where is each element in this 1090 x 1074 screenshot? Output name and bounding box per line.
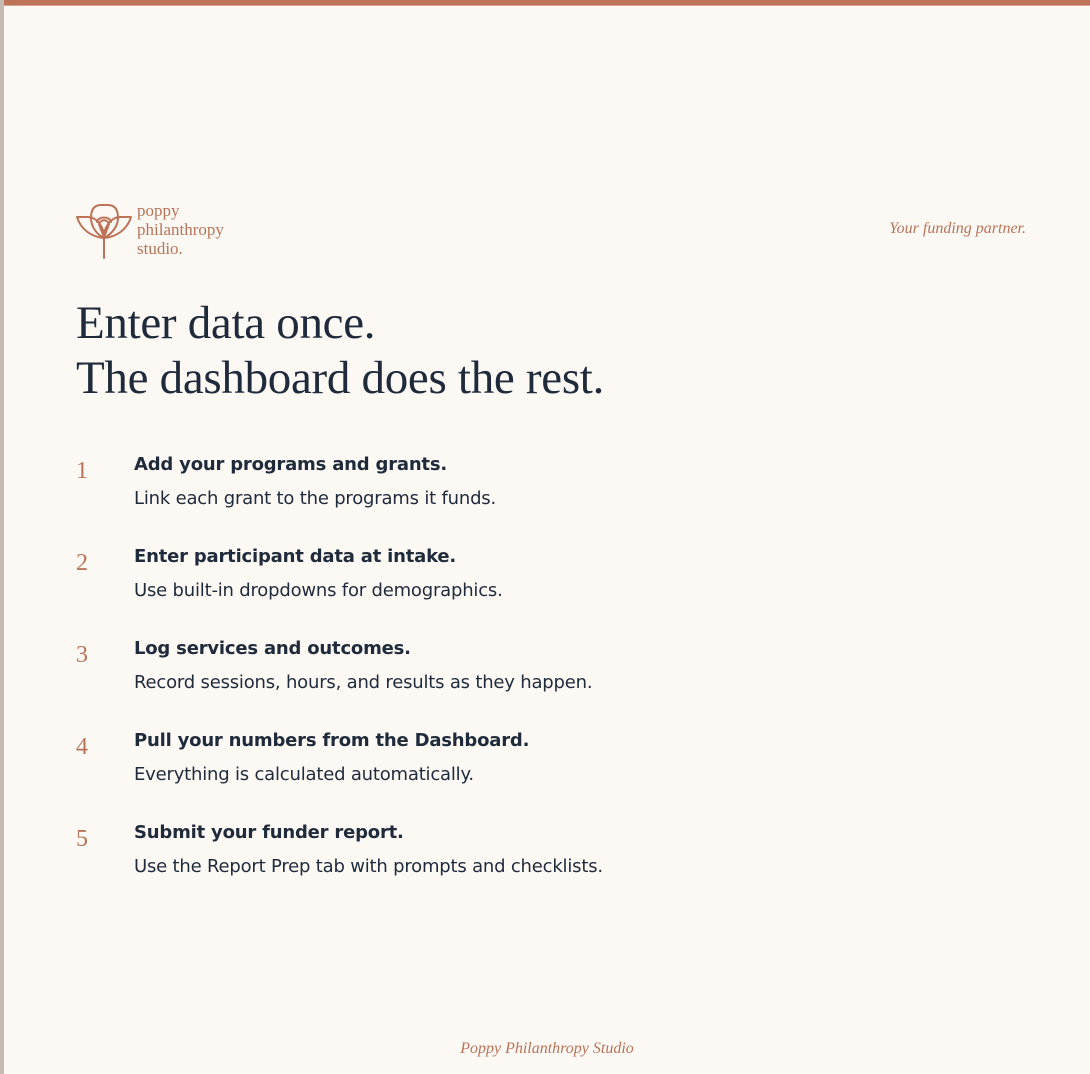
step-title: Pull your numbers from the Dashboard. — [134, 730, 530, 751]
footer-brand: Poppy Philanthropy Studio — [460, 1040, 634, 1057]
accent-top-bar — [4, 0, 1090, 6]
step-number: 1 — [76, 458, 88, 484]
brand-logo — [74, 200, 224, 260]
brand-name-line-2: philanthropy — [137, 220, 224, 239]
step-title: Log services and outcomes. — [134, 638, 411, 659]
step-description: Record sessions, hours, and results as they happen. — [134, 672, 593, 693]
step-number: 4 — [76, 734, 88, 760]
step-description: Use the Report Prep tab with prompts and checklists. — [134, 856, 603, 877]
page-title-line-2: The dashboard does the rest. — [76, 352, 605, 404]
page-title-line-1: Enter data once. — [76, 297, 376, 349]
tagline: Your funding partner. — [889, 220, 1026, 237]
document-page — [4, 0, 1090, 1074]
step-number: 2 — [76, 550, 88, 576]
step-title: Submit your funder report. — [134, 822, 404, 843]
brand-name — [137, 201, 224, 258]
step-number: 3 — [76, 642, 88, 668]
brand-name-line-1: poppy — [137, 201, 180, 220]
step-number: 5 — [76, 826, 88, 852]
poppy-flower-icon — [74, 200, 134, 260]
step-description: Link each grant to the programs it funds. — [134, 488, 497, 509]
step-title: Add your programs and grants. — [134, 454, 447, 475]
page-title — [76, 296, 604, 406]
step-description: Everything is calculated automatically. — [134, 764, 474, 785]
brand-name-line-3: studio. — [137, 239, 183, 258]
step-title: Enter participant data at intake. — [134, 546, 457, 567]
step-description: Use built-in dropdowns for demographics. — [134, 580, 503, 601]
